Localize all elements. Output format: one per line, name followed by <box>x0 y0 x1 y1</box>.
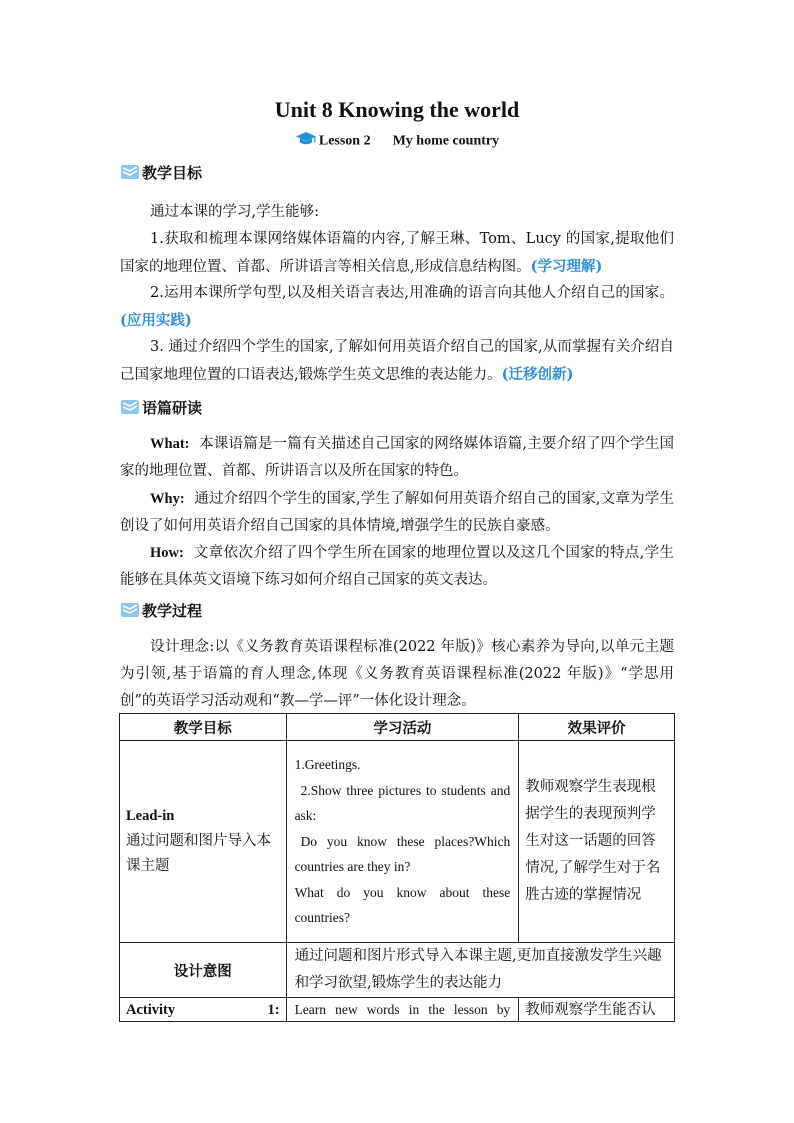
activity1-label: Activity 1: <box>120 998 287 1022</box>
table-row-activity1 <box>120 998 675 1022</box>
lesson-plan-table <box>119 713 675 1022</box>
header-activity: 学习活动 <box>286 714 519 741</box>
unit-title: Unit 8 Knowing the world <box>274 97 520 122</box>
goal-tag-1: (学习理解) <box>530 258 603 275</box>
book-icon <box>120 163 140 181</box>
analysis-what: What: 本课语篇是一篇有关描述自己国家的网络媒体语篇,主要介绍了四个学生国家的地理位置、首都、所讲语言以及所在国家的特色。 <box>120 436 675 479</box>
intent-text: 通过问题和图片形式导入本课主题,更加直接激发学生兴趣和学习欲望,锻炼学生的表达能力 <box>286 943 674 998</box>
goal-item-3: 3. 通过介绍四个学生的国家,了解如何用英语介绍自己的国家,从而掌握有关介绍自己国家地理位置的口语表达,锻炼学生英文思维的表达能力。(迁移创新) <box>120 339 674 383</box>
leadin-act-3: Do you know these places?Which countries are they in? <box>294 833 511 875</box>
book-icon <box>120 601 140 619</box>
activity1-eval: 教师观察学生能否认 <box>519 998 675 1022</box>
process-intro: 设计理念:以《义务教育英语课程标准(2022 年版)》核心素养为导向,以单元主题为引领,基于语篇的育人理念,体现《义务教育英语课程标准(2022 年版)》“学思用创”的英语学习活动观和“教—学—评”一体化设计理念。 <box>120 639 674 709</box>
activity1-text: Learn new words in the lesson by <box>286 998 519 1022</box>
leadin-eval-cell: 教师观察学生表现根据学生的表现预判学生对这一话题的回答情况,了解学生对于名胜古迹的掌握情况 <box>519 741 675 943</box>
analysis-how: How: 文章依次介绍了四个学生所在国家的地理位置以及这几个国家的特点,学生能够在具体英文语境下练习如何介绍自己国家的英文表达。 <box>120 545 675 588</box>
section-heading-goals: 教学目标 <box>120 162 202 184</box>
leadin-goal-cell <box>120 741 287 943</box>
lesson-number: Lesson 2 <box>318 133 371 149</box>
goal-tag-3: (迁移创新) <box>501 366 574 383</box>
goal-item-2: 2.运用本课所学句型,以及相关语言表达,用准确的语言向其他人介绍自己的国家。(应用实践) <box>120 285 674 329</box>
intent-label: 设计意图 <box>120 943 287 998</box>
book-icon <box>120 398 140 416</box>
goal-tag-2: (应用实践) <box>120 312 192 329</box>
goal-item-1: 1.获取和梳理本课网络媒体语篇的内容,了解王琳、Tom、Lucy 的国家,提取他们国家的地理位置、首都、所讲语言等相关信息,形成信息结构图。(学习理解) <box>120 231 674 275</box>
leadin-act-4: What do you know about these countries? <box>294 884 511 926</box>
leadin-label: Lead-in <box>126 808 175 824</box>
leadin-act-1: 1.Greetings. <box>294 757 361 773</box>
leadin-activity-cell <box>286 741 519 943</box>
leadin-act-2: 2.Show three pictures to students and ask: <box>294 782 511 824</box>
graduation-cap-icon <box>295 131 317 152</box>
section-heading-process: 教学过程 <box>120 600 202 622</box>
table-row-leadin <box>120 741 675 943</box>
lesson-subtitle <box>0 131 794 152</box>
header-goal: 教学目标 <box>120 714 287 741</box>
section-heading-analysis: 语篇研读 <box>120 397 202 419</box>
table-row-intent <box>120 943 675 998</box>
lesson-topic: My home country <box>392 133 500 149</box>
leadin-goal-text: 通过问题和图片导入本课主题 <box>126 833 271 874</box>
header-eval: 效果评价 <box>519 714 675 741</box>
table-header-row <box>120 714 675 741</box>
analysis-why: Why: 通过介绍四个学生的国家,学生了解如何用英语介绍自己的国家,文章为学生创设了如何用英语介绍自己国家的具体情境,增强学生的民族自豪感。 <box>120 491 675 534</box>
goals-intro: 通过本课的学习,学生能够: <box>150 204 319 220</box>
